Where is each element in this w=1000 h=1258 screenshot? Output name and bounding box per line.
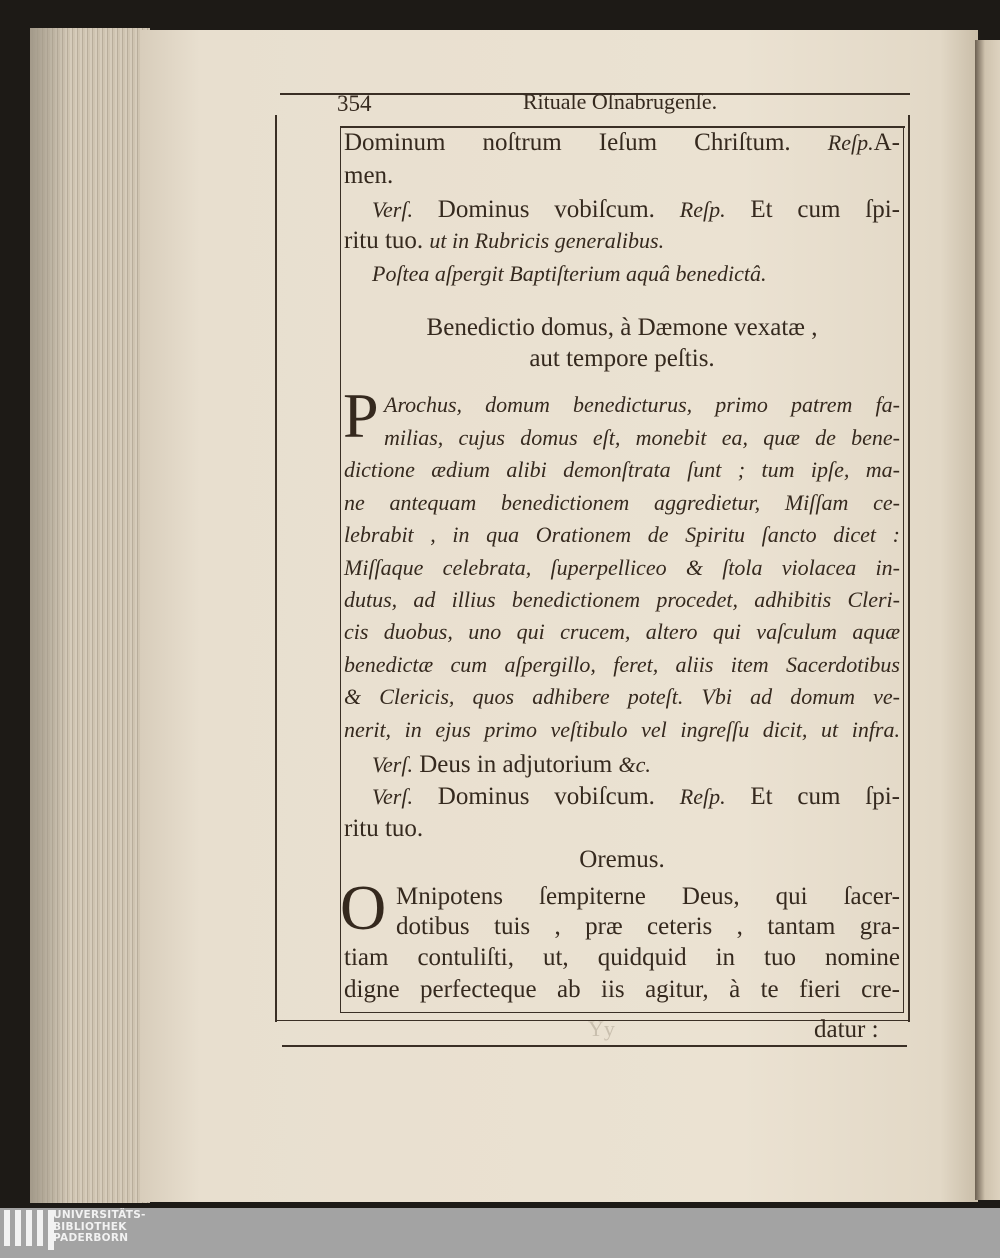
- italic-text: benedictæ cum aſpergillo, feret, aliis item Sacerdotibus: [344, 652, 900, 677]
- signature-mark: Yy: [588, 1016, 615, 1041]
- text-line: [344, 520, 900, 550]
- page-stack-shadow: [30, 28, 70, 1203]
- logo-line: UNIVERSITÄTS-: [53, 1209, 146, 1221]
- italic-text: ut in Rubricis generalibus.: [429, 228, 665, 253]
- drop-cap-o: O: [340, 872, 387, 943]
- roman-text: men.: [344, 162, 394, 189]
- text-line: [384, 390, 900, 420]
- library-logo-text: [53, 1210, 146, 1245]
- text-line: [344, 682, 900, 712]
- outer-frame-left: [275, 115, 277, 1022]
- text-line: [344, 617, 900, 647]
- logo-line: PADERBORN: [53, 1232, 129, 1244]
- italic-text: nerit, in ejus primo veſtibulo vel ingreſſu dicit, ut infra.: [344, 717, 900, 742]
- text-line: [372, 195, 900, 225]
- text-line: [344, 128, 900, 158]
- italic-text: lebrabit , in qua Orationem de Spiritu ſancto dicet :: [344, 522, 900, 547]
- page-number: 354: [337, 91, 372, 116]
- roman-text: Benedictio domus, à Dæmone vexatæ ,: [426, 314, 818, 341]
- roman-text: Dominus vobiſcum.: [412, 783, 680, 810]
- text-line: [344, 715, 900, 745]
- inner-frame-bottom: [340, 1012, 904, 1013]
- italic-text: Reſp.: [827, 130, 874, 155]
- italic-text: cis duobus, uno qui crucem, altero qui vaſculum aquæ: [344, 619, 900, 644]
- text-line: [344, 650, 900, 680]
- roman-text: Oremus.: [579, 846, 665, 873]
- roman-text: Deus in adjutorium: [412, 751, 619, 778]
- text-line: [344, 455, 900, 485]
- text-line: [344, 313, 900, 343]
- text-line: [396, 882, 900, 912]
- italic-text: dictione ædium alibi demonſtrata ſunt ; tum ipſe, ma-: [344, 457, 900, 482]
- catchword: datur :: [814, 1016, 879, 1043]
- roman-text: digne perfecteque ab iis agitur, à te fieri cre-: [344, 976, 900, 1003]
- logo-line: BIBLIOTHEK: [53, 1220, 127, 1233]
- roman-text: ritu tuo.: [344, 227, 430, 254]
- roman-text: Et cum ſpi-: [725, 196, 900, 223]
- roman-text: Mnipotens ſempiterne Deus, qui ſacer-: [396, 883, 900, 910]
- roman-text: dotibus tuis , præ ceteris , tantam gra-: [396, 913, 900, 940]
- roman-text: tiam contuliſti, ut, quidquid in tuo nomine: [344, 944, 900, 971]
- italic-text: Poſtea aſpergit Baptiſterium aquâ benedictâ.: [372, 261, 767, 286]
- text-line: [344, 845, 900, 875]
- text-line: [344, 943, 900, 973]
- roman-text: ritu tuo.: [344, 815, 424, 842]
- text-line: [344, 585, 900, 615]
- library-logo-icon: [4, 1210, 54, 1256]
- roman-text: Dominum noſtrum Ieſum Chriſtum.: [344, 129, 828, 156]
- italic-text: & Clericis, quos adhibere poteſt. Vbi ad domum ve-: [344, 684, 900, 709]
- text-line: [344, 553, 900, 583]
- facing-page-edge: [975, 40, 1000, 1200]
- italic-text: dutus, ad illius benedictionem procedet, adhibitis Cleri-: [344, 587, 900, 612]
- footer-rule: [282, 1045, 907, 1047]
- roman-text: Dominus vobiſcum.: [412, 196, 680, 223]
- italic-text: Verſ.: [372, 752, 413, 777]
- italic-text: milias, cujus domus eſt, monebit ea, quæ de bene-: [384, 425, 900, 450]
- text-line: [344, 161, 900, 191]
- roman-text: A-: [873, 129, 900, 156]
- text-line: [384, 423, 900, 453]
- italic-text: &c.: [618, 752, 651, 777]
- outer-frame-right: [908, 115, 910, 1022]
- italic-text: Verſ.: [372, 784, 413, 809]
- inner-frame-right: [903, 126, 904, 1013]
- text-line: [344, 226, 900, 256]
- italic-text: Verſ.: [372, 197, 413, 222]
- text-line: [344, 814, 900, 844]
- drop-cap-p: P: [343, 380, 379, 451]
- italic-text: Reſp.: [679, 197, 726, 222]
- text-line: [396, 912, 900, 942]
- italic-text: ne antequam benedictionem aggredietur, Miſſam ce-: [344, 490, 900, 515]
- text-line: [344, 975, 900, 1005]
- roman-text: aut tempore peſtis.: [529, 345, 715, 372]
- library-footer-bar: [0, 1208, 1000, 1258]
- text-line: [344, 488, 900, 518]
- italic-text: Miſſaque celebrata, ſuperpelliceo & ſtola violacea in-: [344, 555, 900, 580]
- text-line: [344, 344, 900, 374]
- italic-text: Arochus, domum benedicturus, primo patrem fa-: [384, 392, 900, 417]
- italic-text: Reſp.: [679, 784, 726, 809]
- text-line: [372, 750, 900, 780]
- roman-text: Et cum ſpi-: [725, 783, 900, 810]
- text-line: [372, 259, 900, 289]
- running-title: Rituale Oſnabrugenſe.: [522, 89, 718, 114]
- text-line: [372, 782, 900, 812]
